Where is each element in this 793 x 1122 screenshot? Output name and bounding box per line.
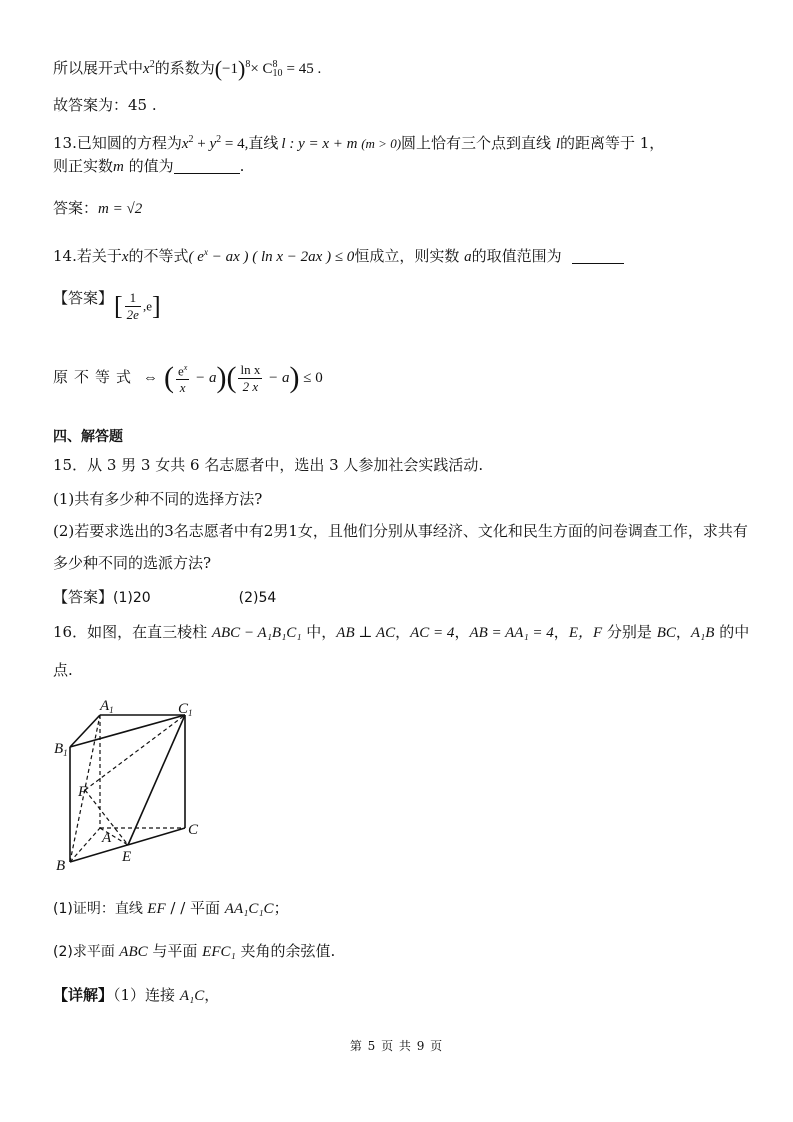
answer-14 bbox=[53, 288, 113, 308]
q16-perp: AB ⊥ AC bbox=[336, 625, 396, 641]
expr-tail: = 45 . bbox=[286, 61, 322, 77]
question-15-stem: 15．从 3 男 3 女共 6 名志愿者中，选出 3 人参加社会实践活动. bbox=[53, 456, 484, 474]
prism-figure bbox=[50, 700, 210, 875]
q13-eq4: = 4, bbox=[221, 136, 249, 152]
q14-prefix: 14.若关于 bbox=[53, 247, 122, 265]
question-14 bbox=[53, 242, 624, 267]
ans14-frac bbox=[125, 290, 141, 323]
ans14-rest: ,e bbox=[142, 298, 152, 314]
text-lead: 所以展开式中 bbox=[53, 59, 144, 77]
answer-13 bbox=[53, 198, 142, 219]
binom-sup: 8 bbox=[272, 59, 278, 70]
label-f: F bbox=[78, 784, 88, 800]
times-c: × C bbox=[250, 61, 273, 77]
orig-frac1 bbox=[176, 360, 189, 396]
orig-tail: ≤ 0 bbox=[299, 370, 323, 387]
expansion-coefficient-line bbox=[53, 55, 321, 79]
q13-sq-y: 2 bbox=[216, 134, 222, 145]
q16-stem-b: 中， bbox=[301, 623, 337, 641]
q13-x: x bbox=[181, 136, 189, 152]
q14-ineq-a: ( e bbox=[188, 249, 204, 265]
orig-f1-num bbox=[176, 360, 189, 380]
q16-ac4: AC = 4 bbox=[410, 625, 455, 641]
var-x: x bbox=[143, 61, 150, 77]
detail-label: 【详解】 bbox=[53, 986, 114, 1004]
ans13-expr: m = √2 bbox=[98, 201, 143, 217]
q13-line2b: 的值为 bbox=[123, 157, 174, 175]
label-b: B bbox=[56, 858, 66, 874]
equivalent-inequality: 原不等式 ⇔ ( $\frac{e^x}{x}$ − a)( $\frac{\text{ln x}}{2 x}$ − a) ≤ 0 bbox=[53, 361, 323, 396]
answer-1: 故答案为：45 . bbox=[53, 96, 157, 114]
orig-f1-e: e bbox=[178, 363, 184, 379]
page-footer: 第 5 页 共 9 页 bbox=[349, 1039, 444, 1053]
q14-mid: 的不等式 bbox=[128, 247, 189, 265]
q15-answer-label: 【答案】 bbox=[53, 588, 114, 606]
neg-one: −1 bbox=[222, 61, 238, 77]
q16-a1b: A₁B bbox=[690, 625, 715, 641]
q16-part2-abc: ABC bbox=[119, 944, 148, 960]
q16-sep2: ， bbox=[454, 623, 470, 641]
q13-l: l bbox=[281, 136, 286, 152]
detail-end: ， bbox=[204, 986, 220, 1004]
q13-y: y bbox=[209, 136, 217, 152]
label-a: A bbox=[102, 830, 112, 846]
label-a1 bbox=[99, 700, 114, 715]
q16-part1-a: (1)证明：直线 bbox=[53, 901, 148, 917]
q13-prefix: 13.已知圆的方程为 bbox=[53, 134, 182, 152]
iff-symbol: ⇔ bbox=[143, 370, 159, 387]
q16-stem-a: 16．如图，在直三棱柱 bbox=[53, 623, 212, 641]
q13-line2a: 则正实数 bbox=[53, 157, 114, 175]
q16-part2-efc: EFC₁ bbox=[202, 944, 236, 960]
ans14-label: 【答案】 bbox=[53, 289, 114, 307]
orig-f2-den: 2 x bbox=[242, 378, 259, 394]
orig-minus-a-2: − a bbox=[264, 370, 290, 387]
question-15-part1: (1)共有多少种不同的选择方法? bbox=[53, 490, 263, 508]
question-15-part2a: (2)若要求选出的3名志愿者中有2男1女，且他们分别从事经济、文化和民生方面的问卷调查工作，求共有 bbox=[53, 522, 748, 540]
binom-script bbox=[273, 60, 283, 78]
q13-line-word: 直线 bbox=[248, 134, 279, 152]
answer-blank[interactable] bbox=[174, 173, 240, 174]
orig-frac2 bbox=[238, 362, 262, 395]
q16-sep4: ， bbox=[675, 623, 691, 641]
q16-part2-a: (2)求平面 bbox=[53, 944, 120, 960]
label-c: C bbox=[188, 822, 199, 838]
question-15-part2b: 多少种不同的选派方法? bbox=[53, 554, 212, 572]
answer-blank-14[interactable] bbox=[572, 263, 624, 264]
orig-f1-sup: x bbox=[183, 363, 188, 372]
q13-l2: l bbox=[555, 136, 560, 152]
question-16-stem bbox=[53, 622, 749, 643]
question-16-stem-end: 点. bbox=[53, 661, 73, 679]
q13-line2c: . bbox=[239, 157, 245, 175]
question-16-part1 bbox=[53, 898, 289, 919]
q16-stem-c: 分别是 bbox=[602, 623, 657, 641]
q16-part2-b: 与平面 bbox=[147, 942, 203, 960]
q16-part1-plane: AA₁C₁C bbox=[224, 901, 274, 917]
detail-a1c: A₁C bbox=[179, 988, 205, 1004]
ans13-label: 答案： bbox=[53, 199, 99, 217]
q13-line-eq: : y = x + m bbox=[285, 136, 362, 152]
q16-part1-c: ； bbox=[273, 899, 289, 917]
q14-x: x bbox=[121, 249, 129, 265]
q14-tail: 恒成立，则实数 bbox=[354, 247, 465, 265]
question-13-line1: 13.已知圆的方程为$x^2 + y^2 = 4$,直线 l : y = x + m (m > 0)圆上恰有三个点到直线 l的距离等于 1， bbox=[53, 134, 665, 152]
q13-sq-x: 2 bbox=[188, 134, 194, 145]
paren-close: ) bbox=[238, 56, 246, 81]
detail-text: （1）连接 bbox=[113, 986, 180, 1004]
question-13-line2 bbox=[53, 156, 244, 177]
q16-part1-b: / / 平面 bbox=[165, 899, 225, 917]
label-c1-letter: C bbox=[178, 701, 189, 717]
exp-2: 2 bbox=[149, 59, 155, 70]
q14-a: a bbox=[464, 249, 472, 265]
q15-answer1: (1)20 bbox=[113, 590, 151, 606]
q16-ab4: AB = AA₁ = 4 bbox=[469, 625, 554, 641]
q14-ineq-sup: x bbox=[203, 247, 208, 257]
q16-part2-c: 夹角的余弦值. bbox=[235, 942, 336, 960]
orig-minus-a-1: − a bbox=[191, 370, 217, 387]
q13-rest: 圆上恰有三个点到直线 bbox=[401, 134, 556, 152]
q16-bc: BC bbox=[656, 625, 676, 641]
label-c1-sub: 1 bbox=[188, 708, 193, 718]
q13-cond: (m > 0) bbox=[361, 136, 402, 151]
orig-text: 原不等式 bbox=[53, 368, 138, 387]
label-b1 bbox=[54, 741, 68, 758]
q13-m: m bbox=[113, 159, 124, 175]
solution-detail bbox=[53, 985, 219, 1006]
q16-part1-ef: EF bbox=[147, 901, 166, 917]
paren-open: ( bbox=[214, 56, 223, 81]
label-c1 bbox=[178, 701, 193, 718]
ans14-frac-den: 2e bbox=[126, 307, 139, 322]
q16-stem-d: 的中 bbox=[714, 623, 750, 641]
text-mid: 的系数为 bbox=[154, 59, 215, 77]
question-16-part2 bbox=[53, 941, 335, 962]
q14-tail2: 的取值范围为 bbox=[471, 247, 562, 265]
edge-b1-c1 bbox=[70, 715, 185, 747]
label-b1-sub: 1 bbox=[63, 748, 68, 758]
q14-ineq-b: − ax ) ( ln x − 2ax ) ≤ 0 bbox=[207, 249, 355, 265]
q13-rest2: 的距离等于 1， bbox=[560, 134, 665, 152]
q15-answer2: (2)54 bbox=[238, 590, 277, 606]
label-a1-sub: 1 bbox=[109, 705, 114, 715]
label-a1-letter: A bbox=[100, 700, 110, 714]
ans14-frac-num: 1 bbox=[125, 290, 141, 307]
q16-sep1: ， bbox=[395, 623, 411, 641]
label-e: E bbox=[122, 849, 132, 865]
label-b1-letter: B bbox=[54, 741, 64, 757]
answer-14-expr: [ $\frac{1}{2e}$ ,e] bbox=[114, 290, 161, 322]
section-heading: 四、解答题 bbox=[53, 429, 123, 445]
orig-f2-num: ln x bbox=[240, 361, 261, 377]
q16-ef: E，F bbox=[568, 625, 603, 641]
q16-sep3: ， bbox=[553, 623, 569, 641]
binom-sub: 10 bbox=[272, 68, 283, 79]
question-15-answer bbox=[53, 587, 276, 608]
orig-f1-den: x bbox=[179, 380, 186, 396]
power-8: 8 bbox=[245, 59, 251, 70]
q16-prism: ABC − A₁B₁C₁ bbox=[211, 625, 302, 641]
edge-e-c1 bbox=[128, 715, 185, 845]
